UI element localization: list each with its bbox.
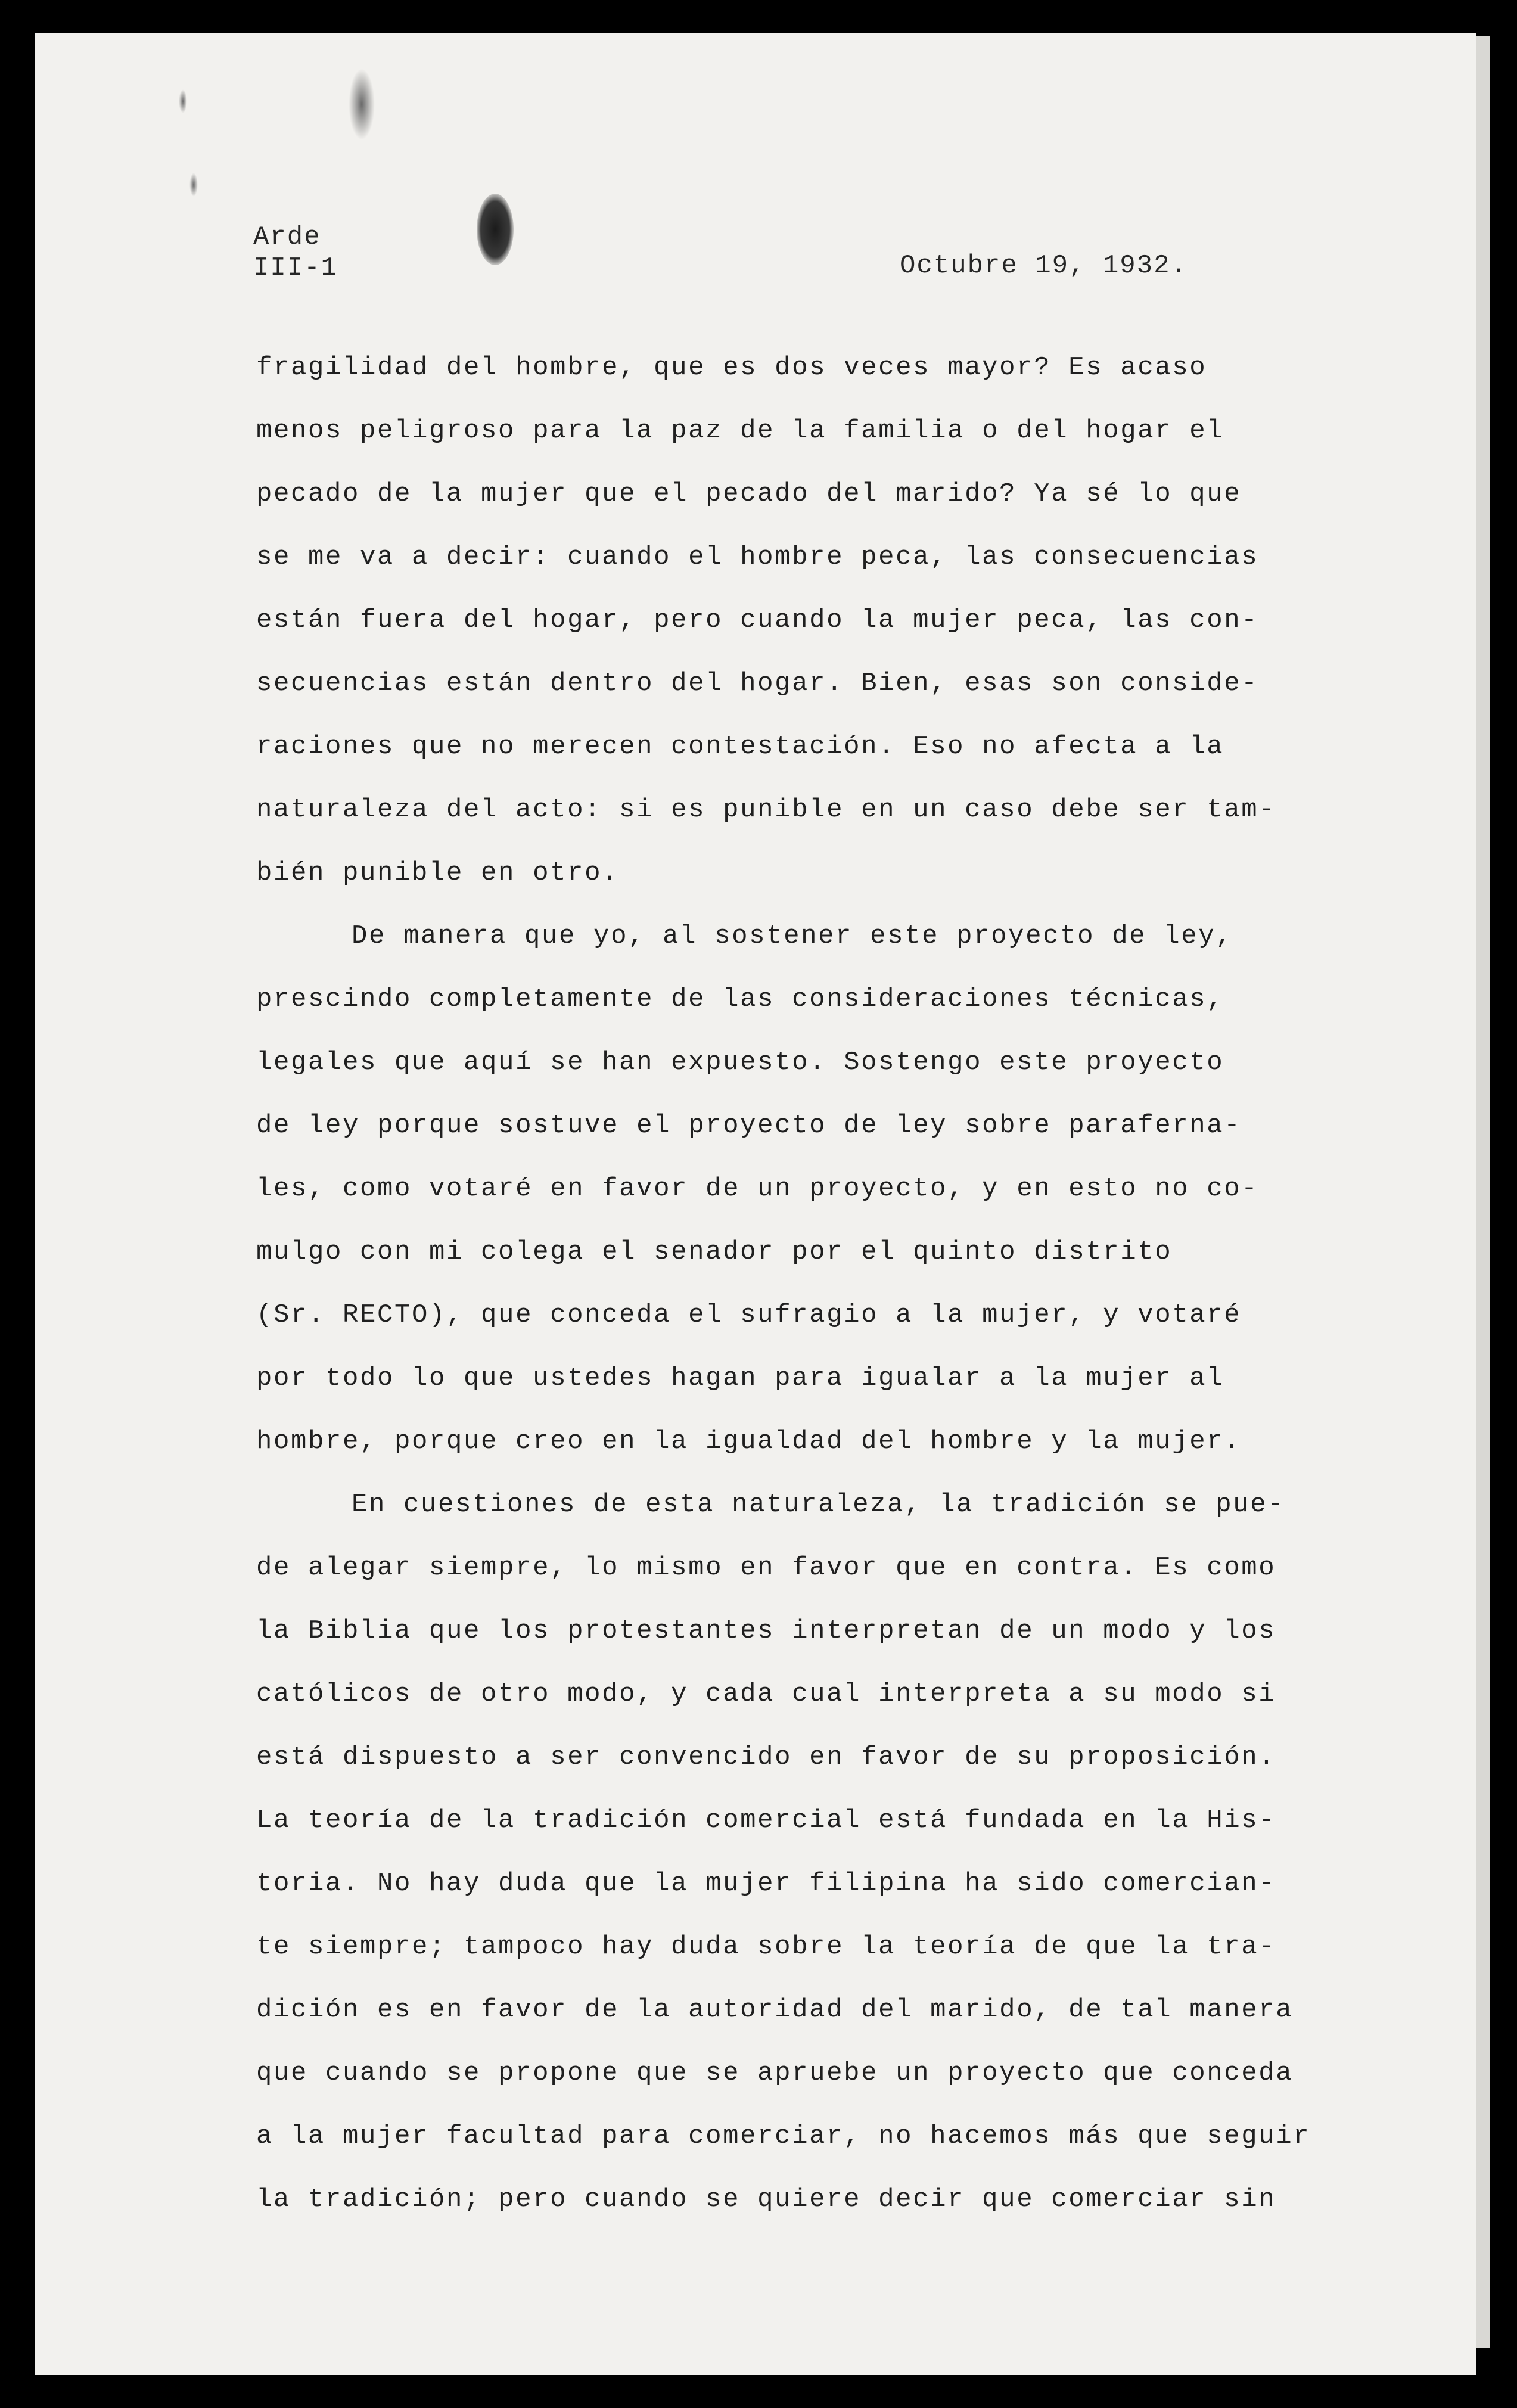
text-line: (Sr. RECTO), que conceda el sufragio a la mujer, y votaré: [256, 1300, 1242, 1330]
paragraph-start-line: En cuestiones de esta naturaleza, la tradición se pue-: [352, 1490, 1285, 1520]
text-line: católicos de otro modo, y cada cual interpreta a su modo si: [256, 1679, 1276, 1709]
paragraph-start-line: De manera que yo, al sostener este proyecto de ley,: [352, 921, 1233, 951]
text-line: bién punible en otro.: [256, 858, 620, 888]
text-line: que cuando se propone que se apruebe un proyecto que conceda: [256, 2058, 1294, 2088]
code-line-2: III-1: [253, 253, 338, 283]
page-edge: [1476, 36, 1490, 2348]
text-line: les, como votaré en favor de un proyecto, y en esto no co-: [256, 1174, 1259, 1204]
text-line: La teoría de la tradición comercial está fundada en la His-: [256, 1806, 1276, 1835]
document-date: Octubre 19, 1932.: [900, 251, 1188, 281]
text-line: legales que aquí se han expuesto. Sostengo este proyecto: [256, 1048, 1224, 1077]
text-line: están fuera del hogar, pero cuando la mujer peca, las con-: [256, 605, 1259, 635]
text-line: naturaleza del acto: si es punible en un caso debe ser tam-: [256, 795, 1276, 825]
text-line: menos peligroso para la paz de la familia o del hogar el: [256, 416, 1224, 446]
text-line: fragilidad del hombre, que es dos veces mayor? Es acaso: [256, 353, 1207, 383]
text-line: a la mujer facultad para comerciar, no hacemos más que seguir: [256, 2121, 1311, 2151]
text-line: dición es en favor de la autoridad del marido, de tal manera: [256, 1995, 1294, 2025]
text-line: la Biblia que los protestantes interpretan de un modo y los: [256, 1616, 1276, 1646]
text-line: está dispuesto a ser convencido en favor de su proposición.: [256, 1742, 1276, 1772]
text-line: de alegar siempre, lo mismo en favor que en contra. Es como: [256, 1553, 1276, 1583]
ink-blot: [477, 194, 514, 265]
text-line: hombre, porque creo en la igualdad del hombre y la mujer.: [256, 1427, 1242, 1456]
ink-smudge: [349, 69, 375, 140]
ink-smudge: [179, 89, 187, 113]
text-line: toria. No hay duda que la mujer filipina ha sido comercian-: [256, 1869, 1276, 1899]
text-line: por todo lo que ustedes hagan para igualar a la mujer al: [256, 1363, 1224, 1393]
text-line: secuencias están dentro del hogar. Bien, esas son conside-: [256, 669, 1259, 698]
text-line: prescindo completamente de las consideraciones técnicas,: [256, 984, 1224, 1014]
text-line: la tradición; pero cuando se quiere decir que comerciar sin: [256, 2185, 1276, 2214]
code-line-1: Arde: [253, 222, 321, 252]
text-line: de ley porque sostuve el proyecto de ley sobre paraferna-: [256, 1111, 1242, 1141]
text-line: se me va a decir: cuando el hombre peca, las consecuencias: [256, 542, 1259, 572]
text-line: te siempre; tampoco hay duda sobre la teoría de que la tra-: [256, 1932, 1276, 1962]
body-text: [256, 346, 1388, 2241]
document-code: [253, 222, 338, 284]
text-line: pecado de la mujer que el pecado del marido? Ya sé lo que: [256, 479, 1242, 509]
ink-smudge: [189, 173, 198, 197]
text-line: mulgo con mi colega el senador por el quinto distrito: [256, 1237, 1173, 1267]
text-line: raciones que no merecen contestación. Eso no afecta a la: [256, 732, 1224, 762]
